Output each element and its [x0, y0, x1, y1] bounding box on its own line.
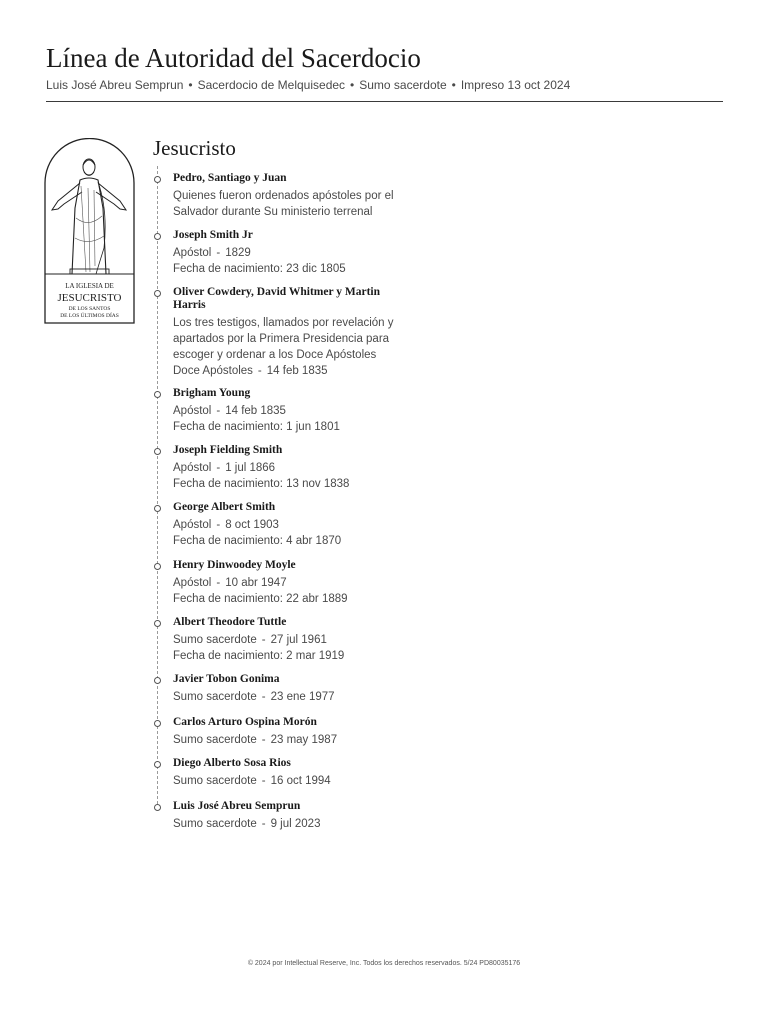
- entry-ordination: [173, 517, 454, 533]
- dash-separator: -: [216, 247, 221, 259]
- entry-name: Diego Alberto Sosa Rios: [173, 757, 291, 769]
- lineage-entry: [154, 673, 454, 705]
- logo-line-1: LA IGLESIA DE: [65, 282, 114, 290]
- entry-name: Javier Tobon Gonima: [173, 673, 280, 685]
- entry-date: 1829: [225, 247, 251, 259]
- entry-office: Apóstol: [173, 519, 212, 531]
- entry-date: 27 jul 1961: [270, 634, 327, 646]
- timeline-dot: [154, 563, 161, 570]
- timeline-dot: [154, 391, 161, 398]
- entry-name: Joseph Smith Jr: [173, 229, 253, 241]
- entry-birth-date: Fecha de nacimiento: 13 nov 1838: [173, 478, 350, 490]
- entry-ordination: [173, 575, 454, 591]
- copyright-footer: © 2024 por Intellectual Reserve, Inc. Todos los derechos reservados. 5/24 PD80035176: [247, 960, 521, 967]
- dash-separator: -: [216, 405, 221, 417]
- timeline-dot: [154, 233, 161, 240]
- timeline-dot: [154, 176, 161, 183]
- lineage-entry: [154, 172, 454, 220]
- entry-office: Sumo sacerdote: [173, 818, 257, 830]
- separator: •: [451, 78, 456, 92]
- entry-office: Apóstol: [173, 577, 212, 589]
- entry-office: Apóstol: [173, 405, 212, 417]
- dash-separator: -: [216, 519, 221, 531]
- entry-birth-date: Fecha de nacimiento: 2 mar 1919: [173, 650, 345, 662]
- lineage-entry: [154, 444, 454, 492]
- separator: •: [350, 78, 355, 92]
- timeline-dot: [154, 505, 161, 512]
- entry-name: Albert Theodore Tuttle: [173, 616, 287, 628]
- lineage-entry: [154, 716, 454, 748]
- timeline-dot: [154, 448, 161, 455]
- church-logo: [44, 138, 135, 324]
- entry-birth-date: Fecha de nacimiento: 22 abr 1889: [173, 593, 348, 605]
- logo-line-4: DE LOS ÚLTIMOS DÍAS: [60, 313, 119, 319]
- entry-ordination: [173, 816, 454, 832]
- lineage-root: Jesucristo: [153, 136, 236, 160]
- lineage-entry: [154, 229, 454, 277]
- entry-office: Sumo sacerdote: [173, 634, 257, 646]
- dash-separator: -: [261, 734, 266, 746]
- entry-date: 10 abr 1947: [225, 577, 287, 589]
- timeline-dot: [154, 720, 161, 727]
- entry-ordination: [173, 773, 454, 789]
- entry-name: Oliver Cowdery, David Whitmer y Martin Harris: [173, 286, 380, 311]
- document-title: Línea de Autoridad del Sacerdocio: [46, 43, 421, 73]
- timeline-dot: [154, 620, 161, 627]
- entry-birth-date: Fecha de nacimiento: 4 abr 1870: [173, 535, 342, 547]
- dash-separator: -: [216, 462, 221, 474]
- logo-line-3: DE LOS SANTOS: [68, 306, 111, 312]
- entry-office: Doce Apóstoles: [173, 365, 253, 377]
- entry-office: Sumo sacerdote: [173, 775, 257, 787]
- dash-separator: -: [261, 775, 266, 787]
- timeline-dot: [154, 290, 161, 297]
- priesthood-name: Sacerdocio de Melquisedec: [197, 78, 346, 92]
- dash-separator: -: [261, 691, 266, 703]
- lineage-entry: [154, 616, 454, 664]
- entry-ordination: [173, 245, 454, 261]
- lineage-entry: [154, 757, 454, 789]
- entry-description: escoger y ordenar a los Doce Apóstoles: [173, 349, 377, 361]
- entry-ordination: [173, 632, 454, 648]
- entry-date: 14 feb 1835: [266, 365, 328, 377]
- entry-ordination: [173, 363, 454, 379]
- entry-name: Brigham Young: [173, 387, 251, 399]
- entry-date: 23 ene 1977: [270, 691, 335, 703]
- priesthood-office: Sumo sacerdote: [359, 78, 447, 92]
- entry-description: apartados por la Primera Presidencia para: [173, 333, 390, 345]
- entry-birth-date: Fecha de nacimiento: 1 jun 1801: [173, 421, 340, 433]
- dash-separator: -: [261, 818, 266, 830]
- entry-date: 14 feb 1835: [225, 405, 286, 417]
- lineage-entry: [154, 286, 454, 379]
- entry-date: 1 jul 1866: [225, 462, 276, 474]
- entry-name: Carlos Arturo Ospina Morón: [173, 716, 317, 728]
- lineage-entry: [154, 800, 454, 832]
- entry-office: Apóstol: [173, 462, 212, 474]
- print-date: Impreso 13 oct 2024: [460, 78, 571, 92]
- entry-office: Sumo sacerdote: [173, 691, 257, 703]
- entry-date: 23 may 1987: [270, 734, 338, 746]
- timeline-dot: [154, 804, 161, 811]
- entry-office: Apóstol: [173, 247, 212, 259]
- entry-date: 16 oct 1994: [270, 775, 331, 787]
- entry-name: George Albert Smith: [173, 501, 276, 513]
- christus-logo-icon: [44, 138, 135, 324]
- dash-separator: -: [261, 634, 266, 646]
- header-divider: [46, 101, 723, 102]
- entry-office: Sumo sacerdote: [173, 734, 257, 746]
- dash-separator: -: [216, 577, 221, 589]
- entry-name: Henry Dinwoodey Moyle: [173, 559, 296, 571]
- entry-ordination: [173, 689, 454, 705]
- entry-ordination: [173, 403, 454, 419]
- lineage-entry: [154, 559, 454, 607]
- document-subtitle: [46, 78, 570, 92]
- timeline-dot: [154, 761, 161, 768]
- separator: •: [188, 78, 193, 92]
- dash-separator: -: [257, 365, 262, 377]
- entry-date: 8 oct 1903: [225, 519, 279, 531]
- entry-description: Los tres testigos, llamados por revelación y: [173, 317, 394, 329]
- entry-name: Pedro, Santiago y Juan: [173, 172, 287, 184]
- entry-ordination: [173, 460, 454, 476]
- member-name: Luis José Abreu Semprun: [46, 78, 184, 92]
- timeline-dot: [154, 677, 161, 684]
- logo-line-2: JESUCRISTO: [57, 292, 122, 304]
- lineage-entry: [154, 501, 454, 549]
- lineage-entry: [154, 387, 454, 435]
- entry-ordination: [173, 732, 454, 748]
- entry-date: 9 jul 2023: [270, 818, 321, 830]
- entry-description: Salvador durante Su ministerio terrenal: [173, 206, 373, 218]
- entry-description: Quienes fueron ordenados apóstoles por el: [173, 190, 394, 202]
- entry-name: Luis José Abreu Semprun: [173, 800, 301, 812]
- entry-birth-date: Fecha de nacimiento: 23 dic 1805: [173, 263, 346, 275]
- entry-name: Joseph Fielding Smith: [173, 444, 283, 456]
